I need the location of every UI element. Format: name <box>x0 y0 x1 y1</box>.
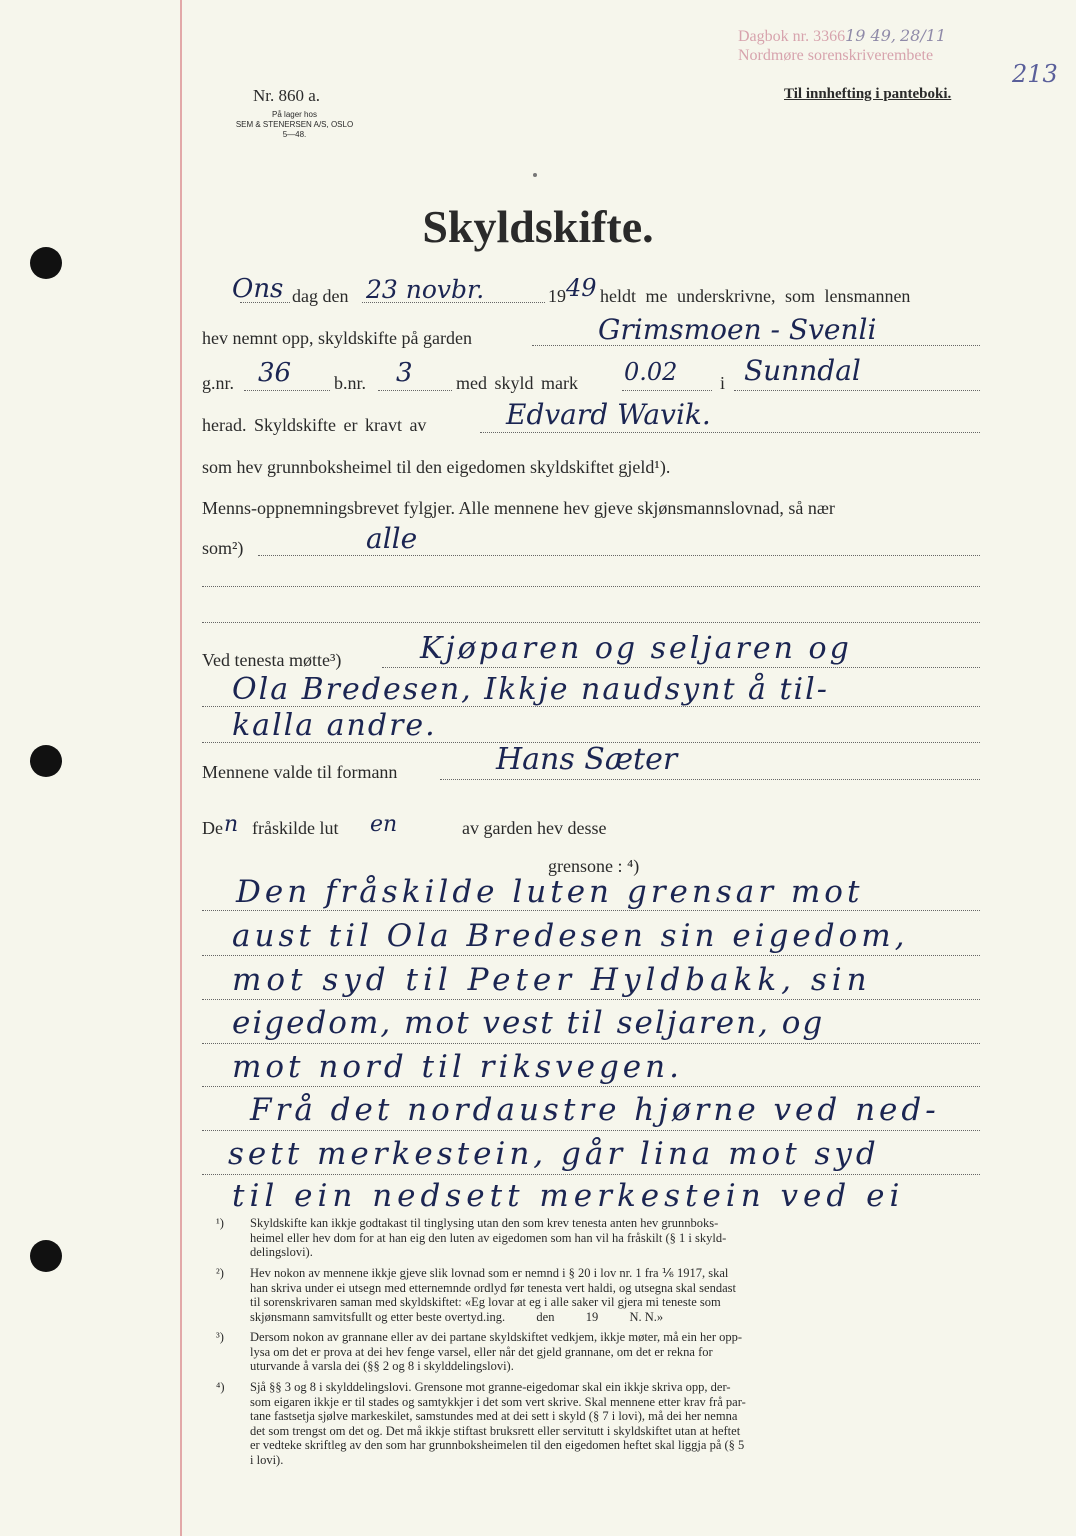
gnr-label: g.nr. <box>202 373 235 393</box>
journal-stamp <box>738 26 946 65</box>
fill-line <box>202 1174 980 1175</box>
herad-handwritten: Sunndal <box>744 354 861 387</box>
footnote-line: til sorenskrivaren saman med skyldskiftet: «Eg lovar at eg i alle saker vil gjera mi teneste som <box>250 1295 721 1309</box>
footnote <box>216 1266 986 1324</box>
footnote-line: heimel eller hev dom for at han eig den luten av eigedomen som han vil ha fråskilt (§ 1 i skyld- <box>250 1230 727 1245</box>
footnote-line: Skyldskifte kan ikkje godtakast til tinglysing utan den som krev tenesta anten hev grunnboks- <box>250 1216 719 1230</box>
boundary-handwritten: Frå det nordaustre hjørne ved ned- <box>250 1092 940 1128</box>
fill-line <box>622 390 712 391</box>
date-handwritten: 23 novbr. <box>366 275 485 304</box>
present-label: Ved tenesta møtte³) <box>202 650 342 670</box>
som-label: som²) <box>202 538 244 558</box>
grensone-label: grensone : ⁴) <box>548 856 640 876</box>
printer-line: SEM & STENERSEN A/S, OSLO <box>235 120 354 129</box>
footnote-mark: ¹) <box>216 1216 224 1230</box>
footnote-text <box>250 1216 726 1260</box>
ink-dot <box>533 173 537 177</box>
fill-line <box>202 1086 980 1087</box>
printer-imprint <box>212 110 377 140</box>
page-title: Skyldskifte. <box>422 201 654 252</box>
parcel-text: fråskilde lut <box>252 818 339 838</box>
parcel-text: av garden hev desse <box>462 818 607 838</box>
fill-line <box>202 1043 980 1044</box>
footnote-text <box>250 1266 736 1324</box>
boundary-handwritten: eigedom, mot vest til seljaren, og <box>232 1005 825 1041</box>
folio-number: 213 <box>1012 60 1058 88</box>
fill-line <box>258 555 980 556</box>
footnote-line: skjønsmann samvitsfullt og etter beste overtyd.ing. den 19 N. N.» <box>250 1309 664 1324</box>
stamp-date-handwritten: 28/11 <box>900 26 947 45</box>
annex-note: Til innhefting i panteboki. <box>784 86 952 102</box>
line-text: heldt me underskrivne, som lensmannen <box>600 286 911 306</box>
fill-line <box>734 390 980 391</box>
footnote-line: lysa om det er prova at dei hev fenge varsel, eller når det gjeld grannane, om det er rekna for <box>250 1344 713 1359</box>
skyld-label: med skyld mark <box>456 373 578 393</box>
gnr-handwritten: 36 <box>258 358 292 388</box>
bnr-handwritten: 3 <box>396 358 413 388</box>
line-text: herad. Skyldskifte er kravt av <box>202 415 427 435</box>
footnote <box>216 1216 986 1260</box>
footnote <box>216 1330 986 1374</box>
fill-line <box>440 779 980 780</box>
weekday-handwritten: Ons <box>232 274 284 304</box>
weekday-suffix: dag den <box>292 286 349 306</box>
requester-handwritten: Edvard Wavik. <box>506 398 711 431</box>
boundary-handwritten: Den fråskilde luten grensar mot <box>236 874 864 910</box>
fill-line <box>202 999 980 1000</box>
fill-line <box>382 667 980 668</box>
i-label: i <box>720 373 726 393</box>
footnote <box>216 1380 986 1468</box>
fill-line <box>202 622 980 623</box>
printer-line: 5—48. <box>282 130 307 139</box>
footnote-line: tane fastsetja sjølve markeskilet, samstundes med at dei sett i skyld (§ 7 i lovi), må dei her nemna <box>250 1409 738 1423</box>
line-text: hev nemnt opp, skyldskifte på garden <box>202 328 472 348</box>
footnote-line: er vedteke skriftleg av den som har grunnboksheimelen til den eigedomen heftet skal liggja på (§ 5 <box>250 1438 745 1452</box>
line-text: Menns-oppnemningsbrevet fylgjer. Alle mennene hev gjeve skjønsmannslovnad, så nær <box>202 498 835 518</box>
stamp-journal-number: Dagbok nr. 3366 <box>738 28 846 45</box>
fill-line <box>480 432 980 433</box>
fill-line <box>244 390 330 391</box>
chair-handwritten: Hans Sæter <box>496 742 678 777</box>
footnote-text <box>250 1330 742 1374</box>
footnote-line: det som trengst om det og. Det må ikkje stiftast bruksrett eller servitutt i skyldskiftet utan at heftet <box>250 1423 741 1438</box>
punch-hole <box>30 745 62 777</box>
footnote-line: Sjå §§ 3 og 8 i skylddelingslovi. Grensone mot granne-eigedomar skal ein ikkje skriva opp, der- <box>250 1380 731 1394</box>
farm-handwritten: Grimsmoen - Svenli <box>598 313 877 346</box>
line-text: som hev grunnboksheimel til den eigedomen skyldskiftet gjeld¹). <box>202 457 671 477</box>
parcel-handwritten: en <box>370 812 398 837</box>
footnote-line: uturvande å varsla dei (§§ 2 og 8 i skylddelingslovi). <box>250 1359 514 1373</box>
fill-line <box>202 955 980 956</box>
present-handwritten: kalla andre. <box>232 708 437 743</box>
year-prefix: 19 <box>548 286 566 306</box>
present-handwritten: Ola Bredesen, Ikkje naudsynt å til- <box>232 672 829 707</box>
present-handwritten: Kjøparen og seljaren og <box>420 631 852 666</box>
form-number: Nr. 860 a. <box>253 86 321 105</box>
footnote-line: Hev nokon av mennene ikkje gjeve slik lovnad som er nemnd i § 20 i lov nr. 1 fra ⅙ 1917, skal <box>250 1266 729 1280</box>
boundary-handwritten: mot nord til riksvegen. <box>232 1049 683 1085</box>
footnote-mark: ³) <box>216 1330 224 1344</box>
bnr-label: b.nr. <box>334 373 367 393</box>
boundary-handwritten: til ein nedsett merkestein ved ei <box>232 1178 905 1214</box>
fill-line <box>378 390 452 391</box>
footnote-line: i lovi). <box>250 1452 284 1467</box>
parcel-text: De <box>202 818 223 838</box>
boundary-handwritten: aust til Ola Bredesen sin eigedom, <box>232 918 909 954</box>
fill-line <box>202 1130 980 1131</box>
printer-line: På lager hos <box>272 110 317 119</box>
footnote-line: Dersom nokon av grannane eller av dei partane skyldskiftet vedkjem, ikkje møter, må ein her opp- <box>250 1330 743 1344</box>
footnote-mark: ⁴) <box>216 1380 225 1394</box>
fill-line <box>202 586 980 587</box>
punch-hole <box>30 1240 62 1272</box>
footnote-line: delingslovi). <box>250 1245 313 1259</box>
footnote-line: han skriva under ei utsegn med etternemnde ordlyd før tenesta vert haldi, og utsegna skal sendast <box>250 1280 736 1295</box>
parcel-handwritten: n <box>224 812 239 837</box>
stamp-year-handwritten: 19 49, <box>845 26 896 45</box>
year-handwritten: 49 <box>566 274 597 302</box>
chair-label: Mennene valde til formann <box>202 762 398 782</box>
som-handwritten: alle <box>366 522 418 555</box>
footnote-mark: ²) <box>216 1266 224 1280</box>
fill-line <box>202 910 980 911</box>
skyld-handwritten: 0.02 <box>624 358 678 386</box>
boundary-handwritten: mot syd til Peter Hyldbakk, sin <box>232 962 872 998</box>
boundary-handwritten: sett merkestein, går lina mot syd <box>228 1136 880 1172</box>
footnote-text <box>250 1380 746 1467</box>
footnote-line: som eigaren ikkje er til stades og samtykkjer i det som vert skrive. Skal mennene etter krav frå par- <box>250 1394 746 1409</box>
stamp-office: Nordmøre sorenskriverembete <box>738 47 934 64</box>
